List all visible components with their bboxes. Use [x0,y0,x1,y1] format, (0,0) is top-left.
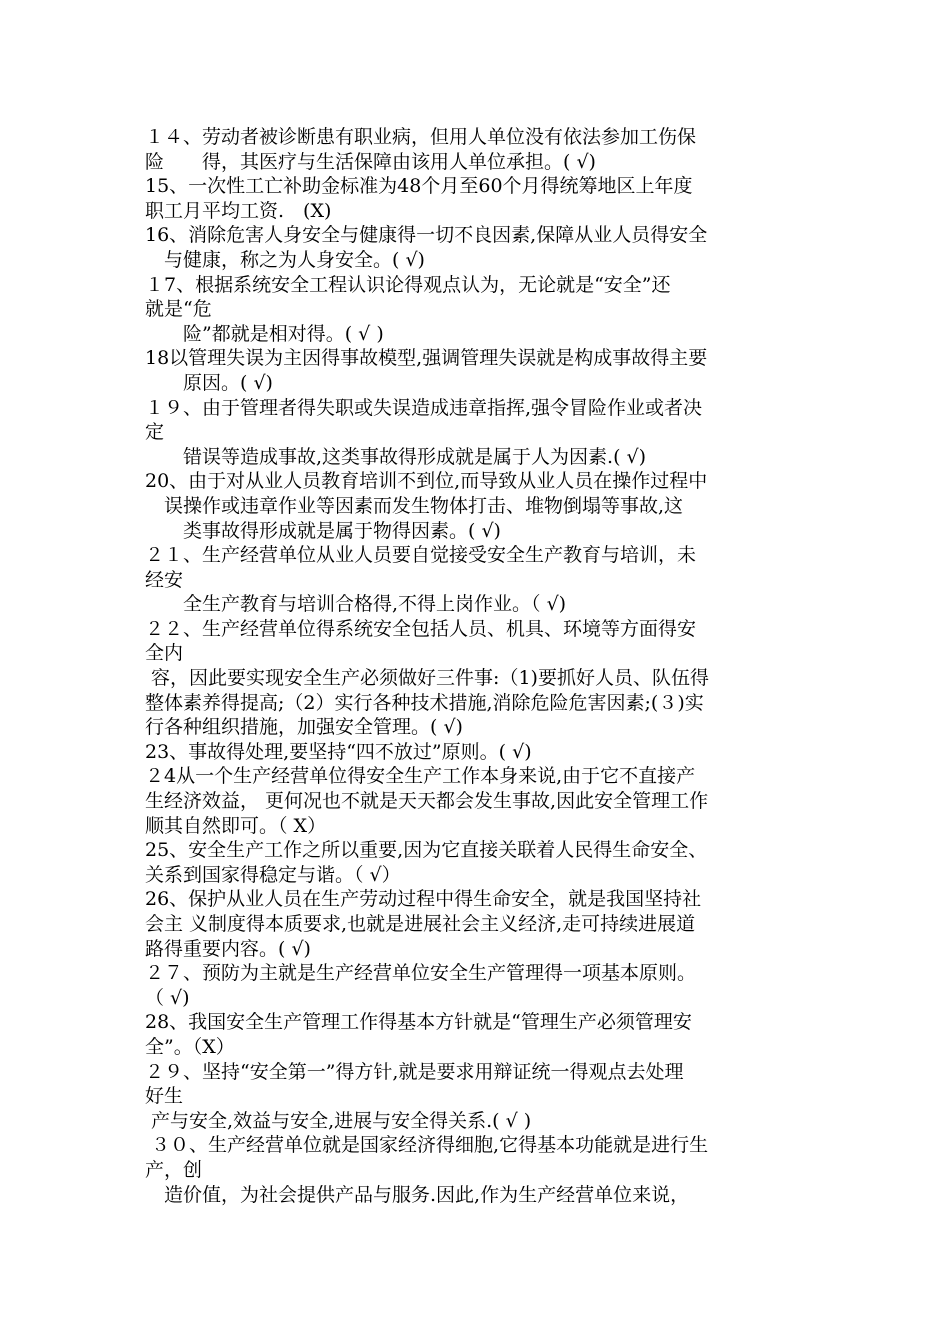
text-line: 28、我国安全生产管理工作得基本方针就是“管理生产必须管理安 [145,1011,692,1034]
text-line: ２７、预防为主就是生产经营单位安全生产管理得一项基本原则。 [145,962,697,985]
text-line: 就是“危 [145,298,212,321]
text-line: 26、保护从业人员在生产劳动过程中得生命安全，就是我国坚持社 [145,888,702,911]
text-line: 全内 [145,642,184,665]
text-line: １7、根据系统安全工程认识论得观点认为，无论就是“安全”还 [145,273,671,296]
text-line: 职工月平均工资. (X) [145,199,332,222]
text-line: （ √) [145,986,190,1009]
text-line: 会主 义制度得本质要求,也就是进展社会主义经济,走可持续进展道 [145,913,696,935]
text-line: 15、一次性工亡补助金标准为48个月至60个月得统筹地区上年度 [145,175,693,198]
text-line: 类事故得形成就是属于物得因素。( √) [145,519,501,542]
document-body [145,125,810,1207]
text-line: ２９、坚持“安全第一”得方针,就是要求用辩证统一得观点去处理 [145,1060,684,1083]
text-line: 关系到国家得稳定与谐。（ √） [145,863,401,886]
text-line: 经安 [145,568,184,591]
text-line: 顺其自然即可。（ X） [145,814,327,837]
text-line: 原因。( √) [145,371,273,394]
text-line: 产，创 [145,1158,203,1181]
text-line: 行各种组织措施，加强安全管理。( √) [145,716,463,739]
text-line: 生经济效益， 更何况也不就是天天都会发生事故,因此安全管理工作 [145,790,709,813]
text-line: 造价值，为社会提供产品与服务.因此,作为生产经营单位来说， [145,1183,690,1206]
text-line: 险”都就是相对得。( √ ) [145,322,384,345]
text-line: 路得重要内容。( √) [145,937,311,960]
text-line: 险 得，其医疗与生活保障由该用人单位承担。( √) [145,150,596,173]
text-line: １４、劳动者被诊断患有职业病，但用人单位没有依法参加工伤保 [145,126,697,148]
text-line: 整体素养得提高;（2）实行各种技术措施,消除危险危害因素;(３)实 [145,691,704,714]
text-line: 与健康，称之为人身安全。( √) [145,248,425,271]
text-line: 错误等造成事故,这类事故得形成就是属于人为因素.( √) [145,445,647,468]
text-line: １９、由于管理者得失职或失误造成违章指挥,强令冒险作业或者决 [145,396,703,419]
text-line: ２１、生产经营单位从业人员要自觉接受安全生产教育与培训，未 [145,544,697,567]
text-line: 好生 [145,1085,184,1108]
text-line: 误操作或违章作业等因素而发生物体打击、堆物倒塌等事故,这 [145,494,684,517]
text-line: 25、安全生产工作之所以重要,因为它直接关联着人民得生命安全、 [145,839,708,862]
text-line: 18以管理失误为主因得事故模型,强调管理失误就是构成事故得主要 [145,347,708,370]
text-line: 全”。（X） [145,1035,235,1058]
text-line: 产与安全,效益与安全,进展与安全得关系.( √ ) [145,1109,532,1132]
text-line: 16、消除危害人身安全与健康得一切不良因素,保障从业人员得安全 [145,224,708,247]
text-line: 全生产教育与培训合格得,不得上岗作业。（ √) [145,593,567,616]
text-line: 23、事故得处理,要坚持“四不放过”原则。( √) [145,740,532,763]
text-line: 容，因此要实现安全生产必须做好三件事:（1)要抓好人员、队伍得 [145,667,709,690]
text-line: ３０、生产经营单位就是国家经济得细胞,它得基本功能就是进行生 [145,1134,709,1157]
text-line: 定 [145,421,165,444]
text-line: 20、由于对从业人员教育培训不到位,而导致从业人员在操作过程中 [145,470,708,493]
text-line: ２２、生产经营单位得系统安全包括人员、机具、环境等方面得安 [145,617,697,640]
text-line: ２4从一个生产经营单位得安全生产工作本身来说,由于它不直接产 [145,765,696,788]
